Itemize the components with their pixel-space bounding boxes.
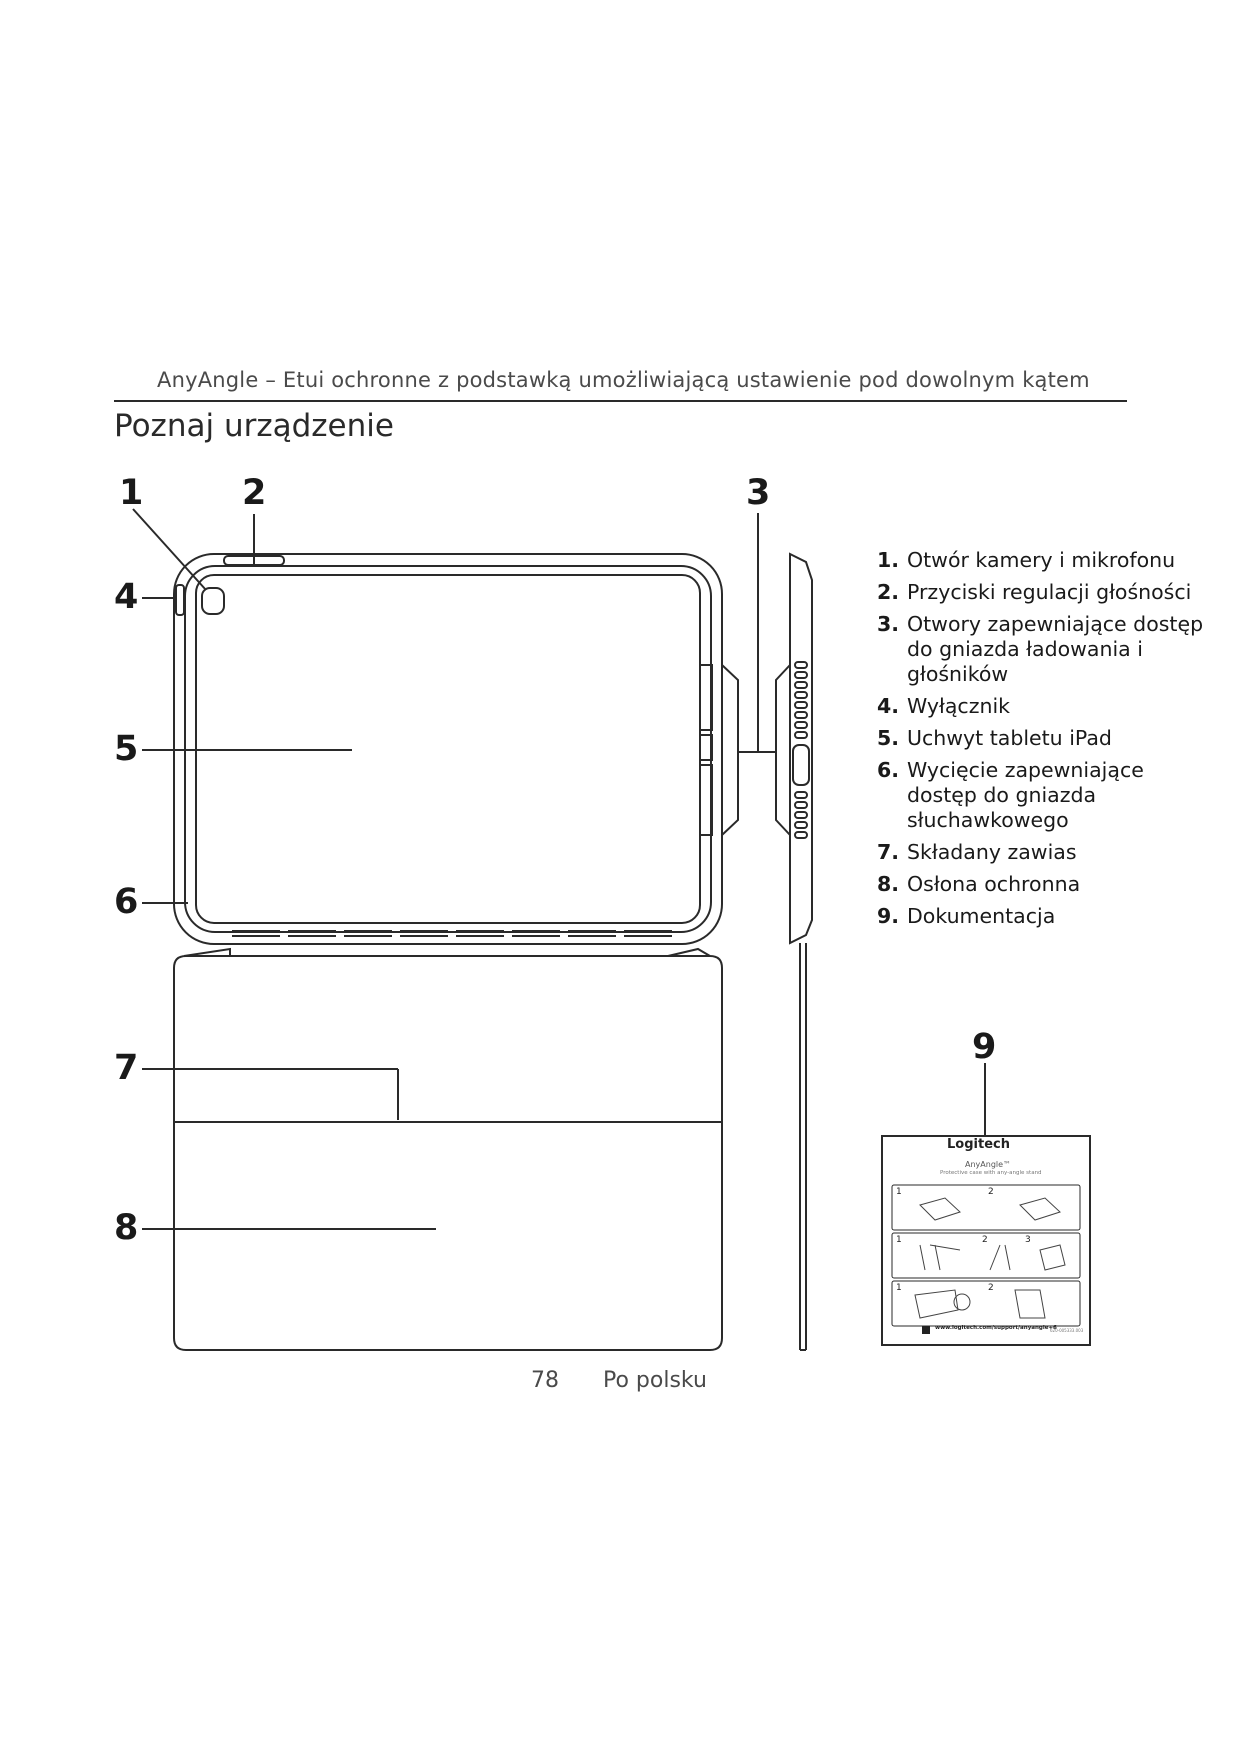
power-button	[176, 585, 184, 615]
legend-text: Otwór kamery i mikrofonu	[907, 548, 1176, 572]
legend-number: 8.	[877, 872, 900, 896]
doc-product: AnyAngle™	[965, 1160, 1012, 1169]
protective-cover	[174, 949, 722, 1350]
doc-logo: Logitech	[947, 1137, 1010, 1152]
doc-step-number: 1	[896, 1235, 902, 1245]
legend-item	[877, 758, 1217, 833]
legend-number: 5.	[877, 726, 900, 750]
doc-illustrations	[915, 1198, 1065, 1318]
callout-7: 7	[114, 1048, 139, 1088]
charging-port-opening	[793, 745, 809, 785]
side-bracket-left	[722, 665, 738, 835]
doc-code: 620-005333.003	[1050, 1328, 1084, 1333]
legend-number: 4.	[877, 694, 900, 718]
side-bracket-right	[776, 665, 790, 835]
doc-qr-icon	[922, 1326, 930, 1334]
footer-language: Po polsku	[603, 1368, 707, 1393]
legend-number: 7.	[877, 840, 900, 864]
header-title: AnyAngle – Etui ochronne z podstawką umożliwiającą ustawienie pod dowolnym kątem	[157, 368, 1090, 392]
legend-text: Wycięcie zapewniające dostęp do gniazda słuchawkowego	[907, 758, 1144, 832]
callout-5: 5	[114, 729, 139, 769]
callout-9: 9	[972, 1027, 997, 1067]
legend-item	[877, 904, 1217, 929]
legend-number: 3.	[877, 612, 900, 636]
legend-item	[877, 548, 1217, 573]
legend-number: 6.	[877, 758, 900, 782]
callout-8: 8	[114, 1208, 139, 1248]
doc-subtitle: Protective case with any-angle stand	[940, 1170, 1042, 1176]
doc-step-number: 2	[982, 1235, 988, 1245]
speaker-holes	[793, 662, 809, 838]
doc-step-number: 2	[988, 1187, 994, 1197]
legend-text: Uchwyt tabletu iPad	[907, 726, 1112, 750]
legend-text: Dokumentacja	[907, 904, 1056, 928]
legend-item	[877, 726, 1217, 751]
legend-text: Składany zawias	[907, 840, 1077, 864]
legend-text: Otwory zapewniające dostęp do gniazda ładowania i głośników	[907, 612, 1204, 686]
legend-item	[877, 694, 1217, 719]
legend-text: Osłona ochronna	[907, 872, 1081, 896]
legend-text: Przyciski regulacji głośności	[907, 580, 1192, 604]
legend-text: Wyłącznik	[907, 694, 1011, 718]
legend-number: 9.	[877, 904, 900, 928]
doc-step-number: 3	[1025, 1235, 1031, 1245]
legend-item	[877, 872, 1217, 897]
camera-opening	[202, 588, 224, 614]
parts-legend	[877, 548, 1217, 936]
callout-1: 1	[119, 473, 144, 513]
callout-3: 3	[746, 473, 771, 513]
doc-step-number: 1	[896, 1283, 902, 1293]
doc-step-number: 1	[896, 1187, 902, 1197]
legend-item	[877, 612, 1217, 687]
callout-2: 2	[242, 473, 267, 513]
section-title: Poznaj urządzenie	[114, 408, 394, 444]
legend-number: 2.	[877, 580, 900, 604]
legend-number: 1.	[877, 548, 900, 572]
legend-item	[877, 580, 1217, 605]
doc-url: www.logitech.com/support/anyangle+6	[935, 1325, 1057, 1331]
callout-4: 4	[114, 577, 139, 617]
doc-step-number: 2	[988, 1283, 994, 1293]
legend-item	[877, 840, 1217, 865]
callout-6: 6	[114, 882, 139, 922]
page-number: 78	[531, 1368, 559, 1393]
